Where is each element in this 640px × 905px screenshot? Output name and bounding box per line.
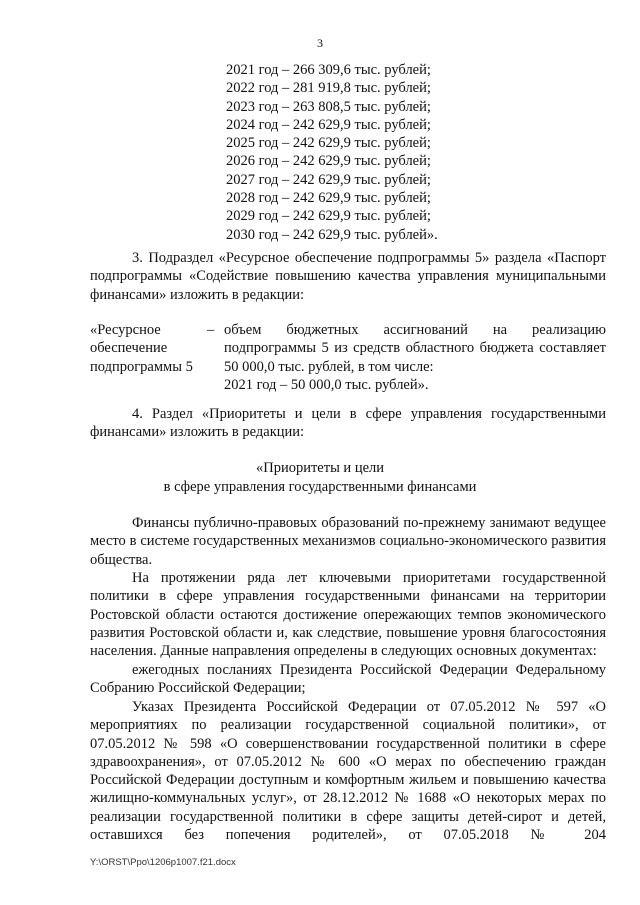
year-line: 2026 год – 242 629,9 тыс. рублей;: [226, 153, 431, 170]
section-heading-line: «Приоритеты и цели: [255, 460, 385, 476]
body-paragraph: Указах Президента Российской Федерации от 07.05.2012 № 597 «О мероприятиях по реализации государственной социальной политики», от 07.05.2012 № 598 «О совершенствовании государственной политики в сфере здравоохранения», от 07.05.2012 № 600 «О мерах по обеспечению граждан Российской Федерации доступным и комфортным жильем и повышению качества жилищно-коммунальных услуг», от 28.12.2012 № 1688 «О некоторых мерах по реализации государственной политики в сфере защиты детей-сирот и детей, оставшихся без попечения родителей», от 07.05.2018 № 204: [90, 699, 606, 844]
body-paragraph: Финансы публично-правовых образований по-прежнему занимают ведущее место в системе государственных механизмов социально-экономического развития общества.: [90, 515, 606, 568]
year-line: 2030 год – 242 629,9 тыс. рублей».: [226, 226, 438, 243]
year-line: 2023 год – 263 808,5 тыс. рублей;: [226, 98, 431, 115]
resource-body-line: 50 000,0 тыс. рублей, в том числе:: [224, 358, 434, 375]
year-line: 2022 год – 281 919,8 тыс. рублей;: [226, 80, 431, 97]
resource-label-line: обеспечение: [90, 340, 168, 357]
resource-body-line: 2021 год – 50 000,0 тыс. рублей».: [224, 376, 429, 393]
body-paragraph: ежегодных посланиях Президента Российской Федерации Федеральному Собранию Российской Федерации;: [90, 662, 606, 697]
item-3-paragraph: 3. Подраздел «Ресурсное обеспечение подпрограммы 5» раздела «Паспорт подпрограммы «Содействие повышению качества управления муниципальными финансами» изложить в редакции:: [90, 250, 606, 303]
year-line: 2027 год – 242 629,9 тыс. рублей;: [226, 171, 431, 188]
resource-body: [224, 321, 606, 394]
resource-body-justified: объем бюджетных ассигнований на реализацию подпрограммы 5 из средств областного бюджета составляет: [224, 322, 606, 357]
file-path-footer: Y:\ORST\Ppo\1206p1007.f21.docx: [90, 857, 236, 868]
year-allocation-list: [226, 61, 438, 244]
year-line: 2029 год – 242 629,9 тыс. рублей;: [226, 208, 431, 225]
year-line: 2024 год – 242 629,9 тыс. рублей;: [226, 116, 431, 133]
item-4-paragraph: 4. Раздел «Приоритеты и цели в сфере управления государственными финансами» изложить в редакции:: [90, 406, 606, 441]
page-number: 3: [317, 36, 323, 50]
section-heading: [0, 459, 640, 497]
resource-dash: –: [207, 322, 215, 338]
resource-label-line: подпрограммы 5: [90, 358, 193, 375]
year-line: 2028 год – 242 629,9 тыс. рублей;: [226, 190, 431, 207]
resource-label: [90, 321, 193, 376]
body-paragraph: На протяжении ряда лет ключевыми приоритетами государственной политики в сфере управления государственными финансами на территории Ростовской области остаются достижение опережающих темпов экономического развития Ростовской области и, как следствие, повышение уровня благосостояния населения. Данные направления определены в следующих основных документах:: [90, 570, 606, 660]
year-line: 2025 год – 242 629,9 тыс. рублей;: [226, 135, 431, 152]
resource-label-line: «Ресурсное: [90, 322, 161, 338]
section-heading-line: в сфере управления государственными финансами: [163, 479, 477, 495]
year-line: 2021 год – 266 309,6 тыс. рублей;: [226, 62, 431, 78]
